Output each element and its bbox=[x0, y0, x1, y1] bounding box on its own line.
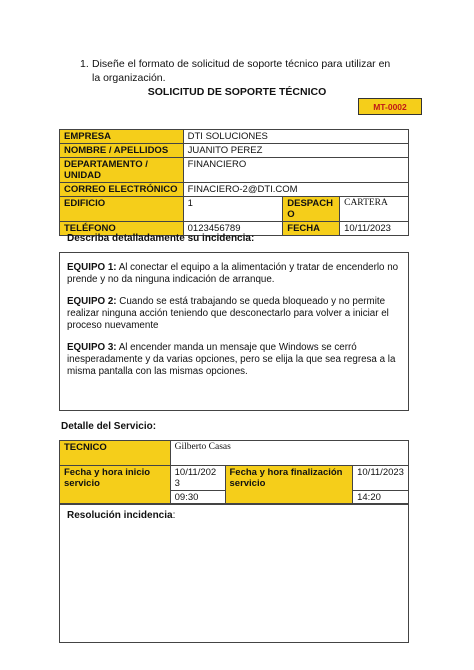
row-tecnico bbox=[60, 441, 409, 466]
inicio-label: Fecha y hora inicio servicio bbox=[60, 466, 171, 505]
row-fechas bbox=[60, 466, 409, 491]
fin-label: Fecha y hora finalización servicio bbox=[225, 466, 353, 505]
empresa-label: EMPRESA bbox=[60, 130, 184, 144]
fecha-label: FECHA bbox=[283, 222, 340, 236]
incident-item-3-text: Al encender manda un mensaje que Windows se cerró inesperadamente y da varias opciones, pero se elija la que sea regresa a la misma pantalla con las mismas opciones. bbox=[67, 342, 396, 377]
telefono-field[interactable]: 0123456789 bbox=[183, 222, 283, 236]
incident-item-3-label: EQUIPO 3: bbox=[67, 342, 117, 353]
incident-item-1-label: EQUIPO 1: bbox=[67, 262, 117, 273]
departamento-label: DEPARTAMENTO / UNIDAD bbox=[60, 158, 184, 183]
requester-info-table bbox=[59, 129, 409, 236]
despacho-field[interactable]: CARTERA bbox=[340, 197, 409, 222]
resolution-label: Resolución incidencia bbox=[67, 510, 173, 521]
nombre-field[interactable]: JUANITO PEREZ bbox=[183, 144, 408, 158]
row-departamento bbox=[60, 158, 409, 183]
correo-field[interactable]: FINACIERO-2@DTI.COM bbox=[183, 183, 408, 197]
row-empresa bbox=[60, 130, 409, 144]
row-nombre bbox=[60, 144, 409, 158]
incident-item-2 bbox=[67, 296, 401, 332]
intro-instruction bbox=[80, 57, 400, 85]
form-code-badge: MT-0002 bbox=[358, 98, 422, 115]
row-edificio bbox=[60, 197, 409, 222]
incident-item-1 bbox=[67, 262, 401, 286]
service-heading: Detalle del Servicio: bbox=[61, 421, 157, 432]
incident-item-1-text: Al conectar el equipo a la alimentación y tratar de encenderlo no prende y no da ninguna indicación de arranque. bbox=[67, 262, 399, 285]
intro-text: Diseñe el formato de solicitud de soporte técnico para utilizar en la organización. bbox=[92, 58, 391, 84]
inicio-hora-field[interactable]: 09:30 bbox=[170, 491, 225, 505]
fecha-field[interactable]: 10/11/2023 bbox=[340, 222, 409, 236]
departamento-field[interactable]: FINANCIERO bbox=[183, 158, 408, 183]
telefono-label: TELÉFONO bbox=[60, 222, 184, 236]
row-correo bbox=[60, 183, 409, 197]
fin-fecha-field[interactable]: 10/11/2023 bbox=[353, 466, 409, 491]
incident-item-2-text: Cuando se está trabajando se queda bloqueado y no permite realizar ninguna acción teniendo que desconectarlo para volver a iniciar el proceso nuevamente bbox=[67, 296, 389, 331]
tecnico-label: TECNICO bbox=[60, 441, 171, 466]
fin-hora-field[interactable]: 14:20 bbox=[353, 491, 409, 505]
inicio-fecha-field[interactable]: 10/11/2023 bbox=[170, 466, 225, 491]
despacho-label: DESPACHO bbox=[283, 197, 340, 222]
empresa-field[interactable]: DTI SOLUCIONES bbox=[183, 130, 408, 144]
incident-item-2-label: EQUIPO 2: bbox=[67, 296, 117, 307]
edificio-field[interactable]: 1 bbox=[183, 197, 283, 222]
nombre-label: NOMBRE / APELLIDOS bbox=[60, 144, 184, 158]
page-title: SOLICITUD DE SOPORTE TÉCNICO bbox=[147, 86, 327, 98]
resolution-colon: : bbox=[172, 510, 176, 521]
incident-description-box[interactable] bbox=[59, 252, 409, 411]
resolution-box[interactable] bbox=[59, 503, 409, 643]
correo-label: CORREO ELECTRÓNICO bbox=[60, 183, 184, 197]
service-detail-table bbox=[59, 440, 409, 505]
intro-number: 1. bbox=[80, 58, 89, 70]
edificio-label: EDIFICIO bbox=[60, 197, 184, 222]
tecnico-field[interactable]: Gilberto Casas bbox=[170, 441, 408, 466]
incident-item-3 bbox=[67, 342, 401, 378]
incident-heading: Describa detalladamente su incidencia: bbox=[67, 233, 255, 244]
